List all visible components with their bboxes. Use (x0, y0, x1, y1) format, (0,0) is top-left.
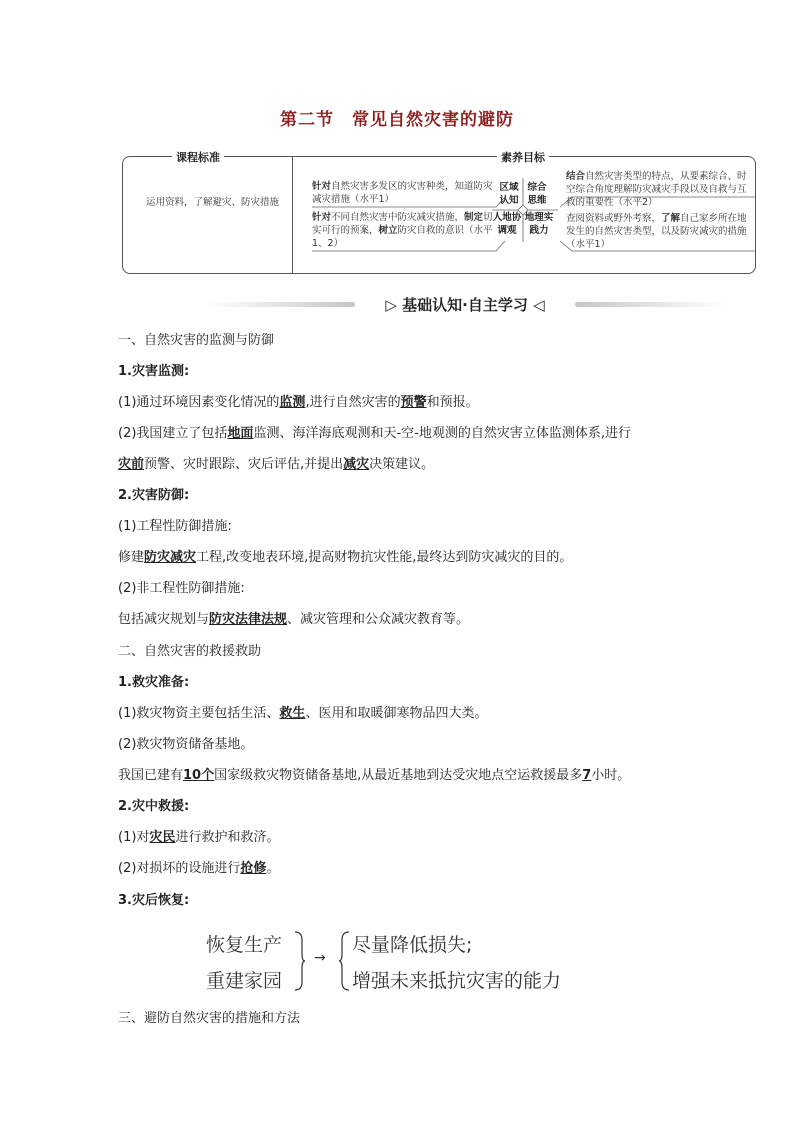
section-3-heading: 三、避防自然灾害的措施和方法 (118, 1011, 301, 1026)
hub-human-earth: 人地协调观 (492, 212, 522, 236)
diagram-rebuild-homes: 重建家园 (206, 970, 283, 992)
s2-line-1: (1)救灾物资主要包括生活、救生、医用和取暖御寒物品四大类。 (118, 706, 488, 721)
goal-human-earth: 针对不同自然灾害中防灾减灾措施，制定切实可行的预案，树立防灾自救的意识（水平1、2） (312, 212, 493, 249)
diagram-left-brace (338, 930, 350, 992)
banner-bar-left (205, 302, 355, 307)
diagram-right-bracket (294, 930, 306, 992)
standard-text: 运用资料，了解避灾、防灾措施 (146, 197, 280, 208)
section-1-heading: 一、自然灾害的监测与防御 (118, 333, 275, 348)
s2-line-5: (2)对损坏的设施进行抢修。 (118, 861, 280, 876)
s2-line-3: 我国已建有10个国家级救灾物资储备基地,从最近基地到达受灾地点空运救援最多7小时。 (118, 768, 631, 783)
diagram-arrow-icon: → (314, 950, 326, 966)
hub-geo-practice: 地理实践力 (524, 212, 554, 236)
s1-line-4: (1)工程性防御措施: (118, 519, 232, 534)
diagram-restore-production: 恢复生产 (206, 934, 283, 956)
s1-line-5: 修建防灾减灾工程,改变地表环境,提高财物抗灾性能,最终达到防灾减灾的目的。 (118, 550, 573, 565)
s2-heading-recovery: 3.灾后恢复: (118, 893, 190, 908)
banner-arrow-left-icon: ▷ (385, 296, 403, 314)
section-banner: ▷ 基础认知·自主学习 ◁ (385, 296, 545, 314)
s2-line-4: (1)对灾民进行救护和救济。 (118, 830, 280, 845)
s1-line-7: 包括减灾规划与防灾法律法规、减灾管理和公众减灾教育等。 (118, 612, 470, 627)
s1-line-1: (1)通过环境因素变化情况的监测,进行自然灾害的预警和预报。 (118, 395, 479, 410)
diagram-enhance-resistance: 增强未来抵抗灾害的能力 (352, 970, 562, 992)
banner-bar-right (575, 302, 725, 307)
page-title: 第二节 常见自然灾害的避防 (280, 110, 514, 130)
standards-divider (292, 156, 293, 274)
diagram-reduce-losses: 尽量降低损失; (352, 934, 473, 956)
s2-heading-preparation: 1.救灾准备: (118, 675, 190, 690)
literacy-goals-label: 素养目标 (497, 149, 549, 165)
goal-integrated-thinking: 结合自然灾害类型的特点，从要素综合、时空综合角度理解防灾减灾手段以及自救与互救的重要性（水平2） (566, 171, 747, 208)
s1-line-6: (2)非工程性防御措施: (118, 581, 245, 596)
s2-line-2: (2)救灾物资储备基地。 (118, 737, 254, 752)
banner-arrow-right-icon: ◁ (527, 296, 545, 314)
s1-line-2: (2)我国建立了包括地面监测、海洋海底观测和天-空-地观测的自然灾害立体监测体系,进行 (118, 426, 631, 441)
s2-heading-rescue: 2.灾中救援: (118, 799, 190, 814)
s1-heading-monitoring: 1.灾害监测: (118, 364, 190, 379)
hub-regional-cognition: 区域认知 (499, 182, 519, 206)
hub-integrated-thinking: 综合思维 (527, 182, 547, 206)
curriculum-standard-label: 课程标准 (172, 149, 224, 165)
goal-geo-practice: 查阅资料或野外考察，了解自己家乡所在地发生的自然灾害类型，以及防灾减灾的措施（水平1） (566, 213, 747, 250)
goal-regional-cognition: 针对自然灾害多发区的灾害种类，知道防灾减灾措施（水平1） (312, 181, 493, 205)
s1-heading-defense: 2.灾害防御: (118, 488, 190, 503)
section-2-heading: 二、自然灾害的救援救助 (118, 644, 262, 659)
s1-line-3: 灾前预警、灾时跟踪、灾后评估,并提出减灾决策建议。 (118, 457, 435, 472)
